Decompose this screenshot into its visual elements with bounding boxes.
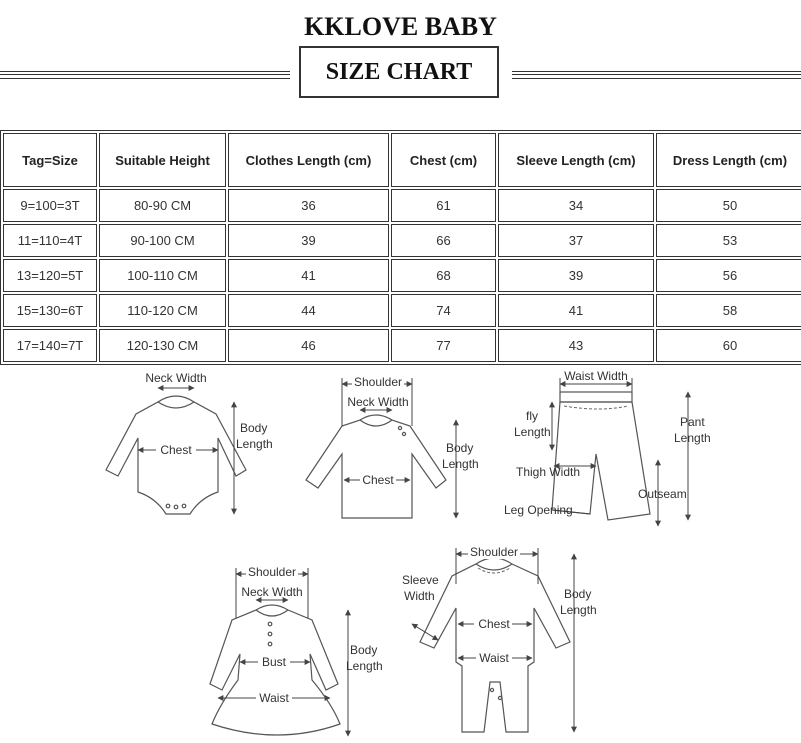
bodysuit-body-label: Body	[240, 421, 268, 435]
dress-outline	[210, 610, 340, 735]
table-row	[3, 259, 801, 292]
table-cell: 44	[228, 294, 389, 327]
dress-bust-label: Bust	[261, 655, 287, 669]
romper-diagram	[402, 545, 597, 732]
romper-body-label: Body	[564, 587, 592, 601]
table-cell: 77	[391, 329, 496, 362]
table-cell: 15=130=6T	[3, 294, 97, 327]
bodysuit-length-label: Length	[236, 437, 273, 451]
dress-collar	[256, 605, 288, 610]
col-header-chest: Chest (cm)	[391, 133, 496, 187]
col-header-dress-length: Dress Length (cm)	[656, 133, 801, 187]
table-cell: 39	[498, 259, 654, 292]
table-cell: 56	[656, 259, 801, 292]
col-header-clothes-length: Clothes Length (cm)	[228, 133, 389, 187]
table-cell: 11=110=4T	[3, 224, 97, 257]
pants-fly-label: fly	[526, 409, 538, 423]
col-header-suitable-height: Suitable Height	[99, 133, 226, 187]
table-cell: 66	[391, 224, 496, 257]
pants-waist-label: Waist Width	[564, 369, 628, 383]
table-cell: 60	[656, 329, 801, 362]
tshirt-outline	[306, 420, 446, 518]
pants-diagram	[504, 369, 711, 526]
table-cell: 61	[391, 189, 496, 222]
pants-fly-length-label: Length	[514, 425, 551, 439]
table-cell: 39	[228, 224, 389, 257]
dress-body-label: Body	[350, 643, 378, 657]
size-chart-title: SIZE CHART	[299, 46, 499, 98]
size-table	[0, 130, 801, 365]
tshirt-diagram	[306, 375, 479, 518]
table-cell: 58	[656, 294, 801, 327]
romper-shoulder-label: Shoulder	[469, 545, 519, 559]
table-header-row	[3, 133, 801, 187]
romper-outline	[420, 564, 570, 732]
tshirt-chest-label: Chest	[362, 473, 394, 487]
table-cell: 80-90 CM	[99, 189, 226, 222]
pants-thigh-label: Thigh Width	[516, 465, 581, 479]
dress-waist-label: Waist	[259, 691, 289, 705]
bodysuit-neck-label: Neck Width	[145, 371, 207, 385]
bodysuit-outline	[106, 402, 246, 514]
table-cell: 46	[228, 329, 389, 362]
table-cell: 100-110 CM	[99, 259, 226, 292]
table-row	[3, 329, 801, 362]
table-cell: 74	[391, 294, 496, 327]
romper-waist-label: Waist	[479, 651, 509, 665]
romper-chest-label: Chest	[478, 617, 510, 631]
dress-length-label: Length	[346, 659, 383, 673]
table-cell: 41	[228, 259, 389, 292]
bodysuit-diagram	[106, 371, 273, 514]
bodysuit-collar	[158, 396, 194, 402]
table-cell: 50	[656, 189, 801, 222]
tshirt-neck-label: Neck Width	[347, 395, 409, 409]
table-cell: 120-130 CM	[99, 329, 226, 362]
table-cell: 110-120 CM	[99, 294, 226, 327]
dress-neck-label: Neck Width	[241, 585, 303, 599]
brand-title: KKLOVE BABY	[304, 12, 497, 41]
table-row	[3, 189, 801, 222]
col-header-tag-size: Tag=Size	[3, 133, 97, 187]
decorative-rule-left	[0, 71, 290, 79]
table-cell: 34	[498, 189, 654, 222]
table-cell: 68	[391, 259, 496, 292]
pants-leg-opening-label: Leg Opening	[504, 503, 573, 517]
table-cell: 36	[228, 189, 389, 222]
table-cell: 37	[498, 224, 654, 257]
table-cell: 41	[498, 294, 654, 327]
romper-sleeve-width-label: Width	[404, 589, 435, 603]
dress-shoulder-label: Shoulder	[247, 565, 297, 579]
tshirt-collar	[360, 415, 392, 420]
col-header-sleeve-length: Sleeve Length (cm)	[498, 133, 654, 187]
pants-outseam-label: Outseam	[638, 487, 687, 501]
decorative-rule-right	[512, 71, 801, 79]
pants-pant-label: Pant	[680, 415, 705, 429]
tshirt-length-label: Length	[442, 457, 479, 471]
romper-length-label: Length	[560, 603, 597, 617]
table-row	[3, 224, 801, 257]
table-row	[3, 294, 801, 327]
pants-pant-length-label: Length	[674, 431, 711, 445]
measurement-diagrams	[0, 362, 801, 743]
table-cell: 43	[498, 329, 654, 362]
table-cell: 53	[656, 224, 801, 257]
pants-waistband	[560, 392, 632, 402]
dress-diagram	[210, 565, 383, 736]
tshirt-shoulder-label: Shoulder	[353, 375, 403, 389]
table-cell: 13=120=5T	[3, 259, 97, 292]
table-cell: 90-100 CM	[99, 224, 226, 257]
romper-sleeve-label: Sleeve	[402, 573, 439, 587]
bodysuit-chest-label: Chest	[160, 443, 192, 457]
tshirt-body-label: Body	[446, 441, 474, 455]
table-cell: 9=100=3T	[3, 189, 97, 222]
table-cell: 17=140=7T	[3, 329, 97, 362]
